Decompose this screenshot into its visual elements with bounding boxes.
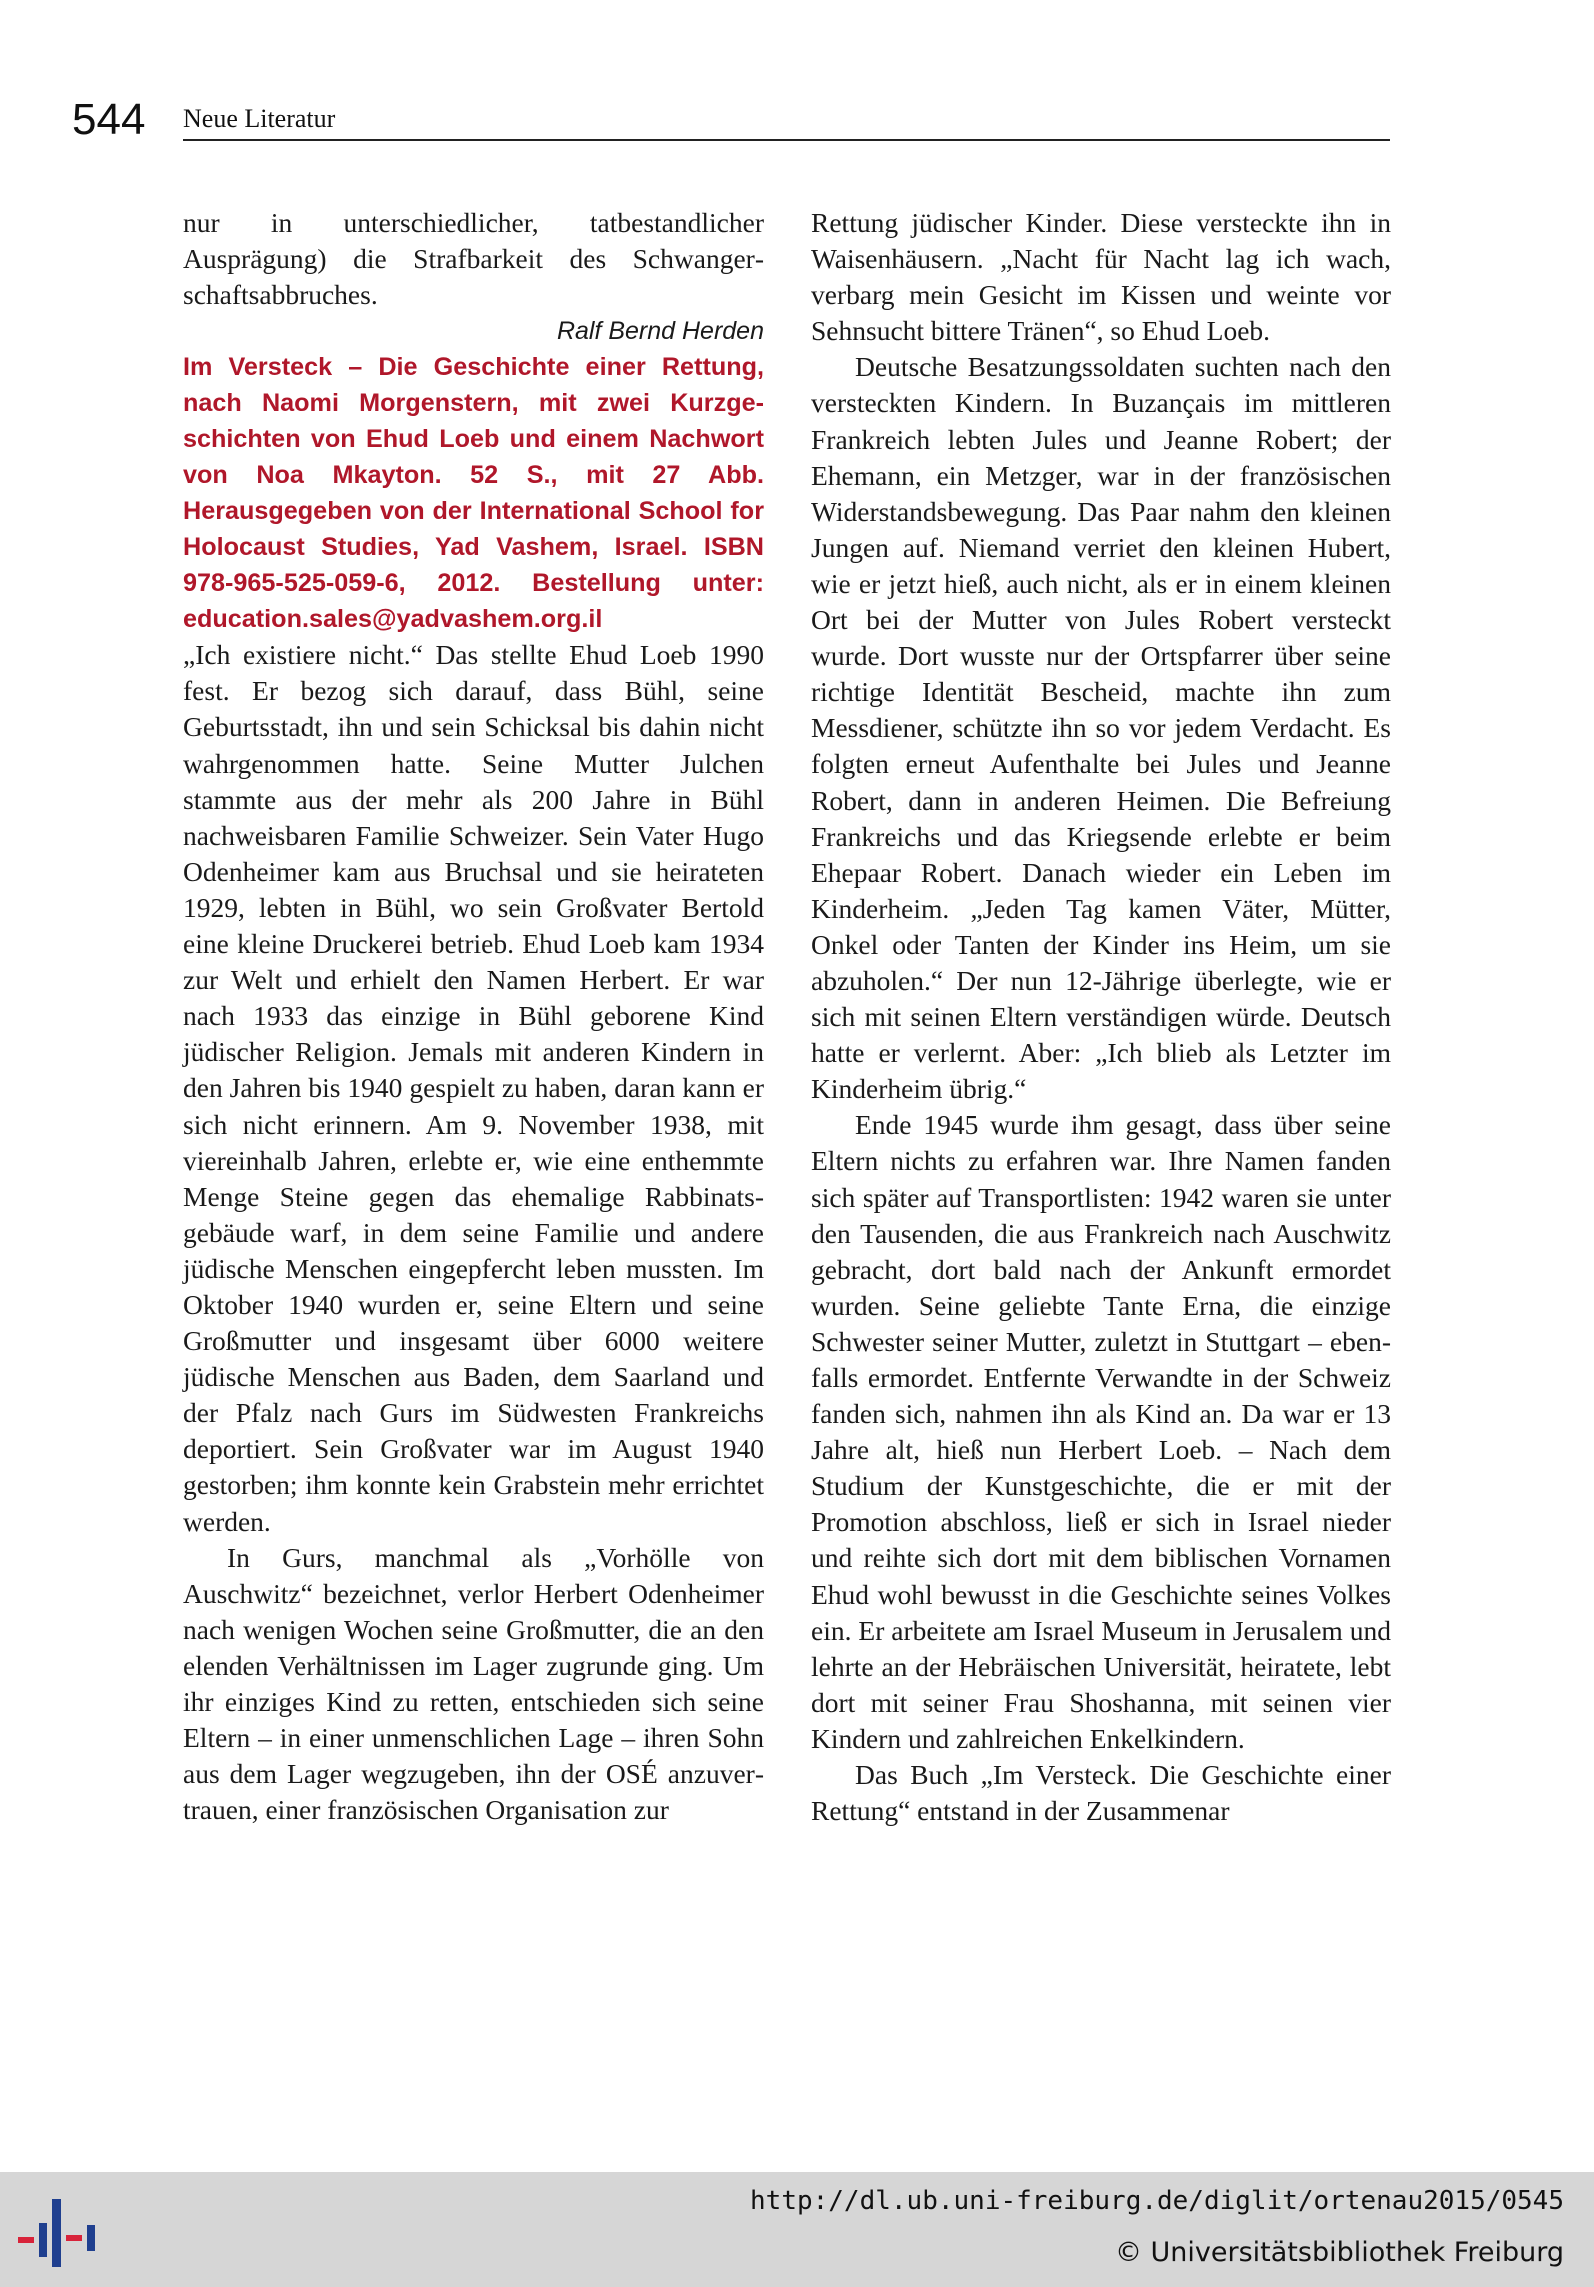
- body-paragraph: In Gurs, manchmal als „Vorhölle von Auschwitz“ bezeichnet, verlor Herbert Odenheimer nach wenigen Wochen seine Großmutter, die an den elenden Verhältnissen im Lager zugrunde ging. Um ihr einziges Kind zu retten, entschieden sich seine Eltern – in einer unmenschlichen Lage – ihren Sohn aus dem Lager wegzugeben, ihn der OSÉ anzuvertrauen, einer französischen Organisation zur: [183, 1541, 764, 1826]
- review-signature: Ralf Bernd Herden: [556, 317, 764, 346]
- right-column: [811, 205, 1391, 1829]
- body-paragraph: Ende 1945 wurde ihm gesagt, dass über seine Eltern nichts zu erfahren war. Ihre Namen fanden sich später auf Transportlisten: 1942 waren sie unter den Tausenden, die aus Frankreich nach Auschwitz gebracht, dort bald nach der Ankunft ermordet wurden. Seine geliebte Tante Erna, die einzige Schwester seiner Mutter, zuletzt in Stuttgart – ebenfalls ermordet. Entfernte Verwandte in der Schweiz fanden sich, nahmen ihn als Kind an. Da war er 13 Jahre alt, hieß nun Herbert Loeb. – Nach dem Studium der Kunstgeschichte, die er mit der Promotion abschloss, ließ er sich in Israel nieder und reihte sich dort mit dem biblischen Vornamen Ehud wohl bewusst in die Geschichte seines Volkes ein. Er arbeitete am Israel Museum in Jerusalem und lehrte an der Hebräischen Universität, heiratete, lebt dort mit seiner Frau Shoshanna, mit seinen vier Kindern und zahlreichen Enkelkindern.: [811, 1109, 1391, 1754]
- body-paragraph: Deutsche Besatzungssoldaten suchten nach den versteckten Kindern. In Buzançais im mittleren Frankreich lebten Jules und Jeanne Robert; der Ehemann, ein Metzger, war in der französischen Widerstandsbewegung. Das Paar nahm den kleinen Jungen auf. Niemand verriet den kleinen Hubert, wie er jetzt hieß, auch nicht, als er in einem kleinen Ort bei der Mutter von Jules Robert versteckt wurde. Dort wusste nur der Ortspfarrer über seine richtige Identität Bescheid, machte ihn zum Messdiener, schützte ihn so vor jedem Verdacht. Es folgten erneut Aufenthalte bei Jules und Jeanne Robert, dann in anderen Heimen. Die Befreiung Frankreichs und das Kriegsende erlebte er beim Ehepaar Robert. Danach wieder ein Leben im Kinderheim. „Jeden Tag kamen Väter, Mütter, Onkel oder Tanten der Kinder ins Heim, um sie abzuholen.“ Der nun 12-Jährige überlegte, wie er sich mit seinen Eltern verständigen würde. Deutsch hatte er verlernt. Aber: „Ich blieb als Letzter im Kinderheim übrig.“: [811, 351, 1391, 1105]
- continued-paragraph: nur in unterschiedlicher, tatbestandlicher Ausprägung) die Strafbarkeit des Schwangerschaftsabbruches.: [183, 207, 764, 311]
- book-heading: Im Versteck – Die Geschichte einer Rettung, nach Naomi Morgenstern, mit zwei Kurzgeschichten von Ehud Loeb und einem Nachwort von Noa Mkayton. 52 S., mit 27 Abb. Herausgegeben von der International School for Holocaust Studies, Yad Vashem, Israel. ISBN 978-965-525-059-6, 2012. Bestellung unter: education.sales@yadvashem.org.il: [183, 353, 764, 634]
- header-rule: [183, 139, 1390, 141]
- left-column: [183, 205, 764, 1828]
- source-url-link[interactable]: http://dl.ub.uni-freiburg.de/diglit/ortenau2015/0545: [750, 2186, 1564, 2216]
- body-paragraph: Das Buch „Im Versteck. Die Geschichte einer Rettung“ entstand in der Zusammenar: [811, 1759, 1391, 1827]
- copyright-notice: © Universitätsbibliothek Freiburg: [1114, 2237, 1564, 2268]
- continued-paragraph: Rettung jüdischer Kinder. Diese versteckte ihn in Waisenhäusern. „Nacht für Nacht lag ich wach, verbarg mein Gesicht im Kissen und weinte vor Sehnsucht bittere Tränen“, so Ehud Loeb.: [811, 207, 1391, 347]
- page-number: 544: [72, 95, 146, 144]
- library-logo-icon: [18, 2185, 102, 2275]
- body-paragraph: „Ich existiere nicht.“ Das stellte Ehud Loeb 1990 fest. Er bezog sich darauf, dass Bühl, seine Geburtsstadt, ihn und sein Schicksal bis dahin nicht wahrgenommen hatte. Seine Mutter Julchen stammte aus der mehr als 200 Jahre in Bühl nachweisbaren Familie Schweizer. Sein Vater Hugo Odenheimer kam aus Bruchsal und sie heirateten 1929, lebten in Bühl, wo sein Großvater Bertold eine kleine Druckerei betrieb. Ehud Loeb kam 1934 zur Welt und erhielt den Namen Herbert. Er war nach 1933 das einzige in Bühl geborene Kind jüdischer Religion. Jemals mit anderen Kindern in den Jahren bis 1940 gespielt zu haben, daran kann er sich nicht erinnern. Am 9. November 1938, mit viereinhalb Jahren, erlebte er, wie eine enthemmte Menge Steine gegen das ehemalige Rabbinatsgebäude warf, in dem seine Familie und andere jüdische Menschen eingepfercht leben mussten. Im Oktober 1940 wurden er, seine Eltern und seine Großmutter und insgesamt über 6000 weitere jüdische Menschen aus Baden, dem Saarland und der Pfalz nach Gurs im Südwesten Frankreichs deportiert. Sein Großvater war im August 1940 gestorben; ihm konnte kein Grabstein mehr errichtet werden.: [183, 639, 764, 1537]
- running-head: Neue Literatur: [183, 104, 336, 133]
